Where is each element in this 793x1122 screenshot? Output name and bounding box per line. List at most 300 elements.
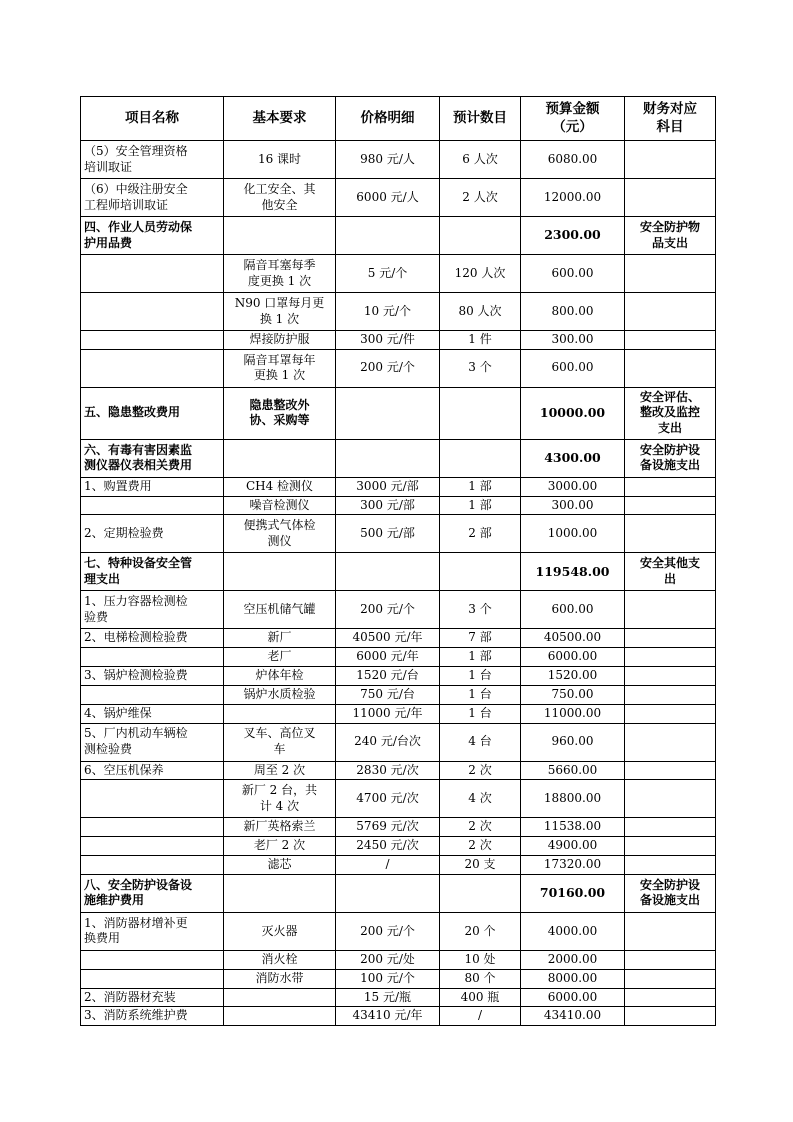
cell-amount <box>521 648 625 667</box>
cell-project-name <box>81 704 224 723</box>
cell-line: 新厂 <box>267 630 292 645</box>
cell-line: 800.00 <box>551 303 594 318</box>
cell-line: 验费 <box>84 609 109 624</box>
cell-requirement <box>224 704 336 723</box>
cell-line: 锅炉水质检验 <box>243 686 316 701</box>
cell-price <box>336 723 440 761</box>
cell-line: 2 人次 <box>462 189 498 204</box>
cell-project-name <box>81 648 224 667</box>
cell-requirement <box>224 667 336 686</box>
cell-project-name <box>81 667 224 686</box>
cell-price <box>336 704 440 723</box>
cell-line: 1、压力容器检测检 <box>84 594 188 609</box>
cell-line: 出 <box>663 571 676 586</box>
cell-line: 300 元/件 <box>360 332 415 346</box>
cell-price <box>336 856 440 875</box>
cell-amount <box>521 477 625 496</box>
budget-table <box>80 96 716 1026</box>
cell-line: 车 <box>273 742 286 757</box>
cell-account <box>625 477 716 496</box>
cell-line: 600.00 <box>551 265 594 280</box>
table-row <box>81 969 716 988</box>
cell-project-name <box>81 553 224 591</box>
table-row <box>81 685 716 704</box>
table-row <box>81 141 716 179</box>
cell-line: 120 人次 <box>454 265 506 280</box>
cell-line: 隐患整改外 <box>249 397 310 412</box>
cell-line: 1000.00 <box>547 526 598 541</box>
cell-line: 12000.00 <box>543 189 602 204</box>
cell-line: 3 个 <box>468 602 492 617</box>
section-row <box>81 553 716 591</box>
cell-requirement <box>224 439 336 477</box>
cell-quantity <box>440 950 521 969</box>
cell-quantity <box>440 255 521 293</box>
cell-requirement <box>224 950 336 969</box>
header-line: 项目名称 <box>125 109 179 126</box>
cell-project-name <box>81 988 224 1007</box>
cell-price <box>336 387 440 439</box>
cell-amount <box>521 255 625 293</box>
cell-line: 3000.00 <box>547 478 598 493</box>
cell-line: 200 元/个 <box>360 360 415 375</box>
cell-line: 300.00 <box>551 332 594 346</box>
cell-line: 隔音耳塞每季 <box>243 257 316 272</box>
header-line: （元） <box>552 118 593 135</box>
cell-quantity <box>440 685 521 704</box>
table-row <box>81 331 716 350</box>
cell-line: （5）安全管理资格 <box>84 143 188 158</box>
cell-quantity <box>440 1007 521 1026</box>
cell-line: 1 台 <box>468 668 492 683</box>
cell-line: 750 元/台 <box>360 686 415 701</box>
cell-line: 2、电梯检测检验费 <box>84 630 188 645</box>
cell-line: 18800.00 <box>543 791 602 806</box>
cell-amount <box>521 591 625 629</box>
cell-quantity <box>440 723 521 761</box>
cell-amount <box>521 761 625 780</box>
cell-price <box>336 818 440 837</box>
cell-line: 换 1 次 <box>259 311 300 326</box>
cell-amount <box>521 988 625 1007</box>
cell-account <box>625 856 716 875</box>
cell-amount <box>521 629 625 648</box>
cell-line: 安全防护物 <box>639 219 700 234</box>
table-row <box>81 179 716 217</box>
cell-amount <box>521 387 625 439</box>
cell-line: 七、特种设备安全管 <box>84 556 193 571</box>
cell-line: 周至 2 次 <box>253 762 306 777</box>
cell-line: 4 台 <box>468 734 492 749</box>
cell-amount <box>521 1007 625 1026</box>
cell-price <box>336 293 440 331</box>
cell-line: 焊接防护服 <box>249 332 310 346</box>
cell-line: 4900.00 <box>547 838 598 853</box>
cell-account <box>625 704 716 723</box>
cell-price <box>336 837 440 856</box>
cell-line: 协、采购等 <box>249 413 310 428</box>
cell-line: 2、消防器材充装 <box>84 989 176 1004</box>
cell-line: 2 部 <box>468 526 492 541</box>
cell-price <box>336 515 440 553</box>
cell-price <box>336 912 440 950</box>
cell-line: 4300.00 <box>544 450 601 466</box>
cell-line: 6 人次 <box>462 151 498 166</box>
cell-line: 15 元/瓶 <box>363 989 412 1004</box>
cell-line: 6000.00 <box>547 649 598 664</box>
cell-quantity <box>440 629 521 648</box>
cell-line: 11538.00 <box>543 819 602 834</box>
cell-account <box>625 723 716 761</box>
cell-price <box>336 179 440 217</box>
cell-line: 40500.00 <box>543 630 602 645</box>
cell-line: 便携式气体检 <box>243 518 316 533</box>
cell-amount <box>521 818 625 837</box>
cell-line: 10000.00 <box>539 405 606 421</box>
cell-line: 1、消防器材增补更 <box>84 915 188 930</box>
cell-price <box>336 331 440 350</box>
cell-line: 1 台 <box>468 686 492 701</box>
cell-quantity <box>440 761 521 780</box>
cell-account <box>625 217 716 255</box>
cell-amount <box>521 950 625 969</box>
cell-line: 200 元/个 <box>360 923 415 938</box>
table-row <box>81 837 716 856</box>
cell-line: 滤芯 <box>267 857 292 872</box>
cell-project-name <box>81 591 224 629</box>
cell-quantity <box>440 515 521 553</box>
cell-project-name <box>81 255 224 293</box>
header-line: 价格明细 <box>360 109 415 126</box>
cell-requirement <box>224 387 336 439</box>
cell-requirement <box>224 837 336 856</box>
table-row <box>81 818 716 837</box>
cell-line: 100 元/个 <box>360 970 415 985</box>
cell-price <box>336 950 440 969</box>
cell-project-name <box>81 856 224 875</box>
cell-price <box>336 629 440 648</box>
cell-line: 6080.00 <box>547 151 598 166</box>
table-row <box>81 780 716 818</box>
cell-line: 5 元/个 <box>367 265 408 280</box>
cell-price <box>336 439 440 477</box>
cell-line: 更换 1 次 <box>253 368 306 383</box>
cell-amount <box>521 331 625 350</box>
cell-line: 43410.00 <box>543 1008 602 1023</box>
table-row <box>81 349 716 387</box>
cell-requirement <box>224 874 336 912</box>
cell-amount <box>521 293 625 331</box>
cell-account <box>625 818 716 837</box>
header-line: 财务对应 <box>643 100 697 117</box>
cell-requirement <box>224 648 336 667</box>
cell-line: 4000.00 <box>547 923 598 938</box>
cell-line: 200 元/个 <box>360 602 415 617</box>
cell-price <box>336 496 440 515</box>
cell-account <box>625 496 716 515</box>
cell-project-name <box>81 912 224 950</box>
cell-amount <box>521 439 625 477</box>
cell-price <box>336 648 440 667</box>
cell-line: 1 部 <box>468 497 492 512</box>
cell-account <box>625 950 716 969</box>
cell-line: 200 元/处 <box>360 951 415 966</box>
cell-requirement <box>224 293 336 331</box>
cell-quantity <box>440 477 521 496</box>
cell-project-name <box>81 950 224 969</box>
cell-line: 新厂英格索兰 <box>243 819 316 834</box>
cell-account <box>625 439 716 477</box>
cell-price <box>336 685 440 704</box>
header-project-name <box>81 97 224 141</box>
cell-line: 2 次 <box>468 819 492 834</box>
cell-line: 400 瓶 <box>460 989 500 1004</box>
table-row <box>81 515 716 553</box>
cell-requirement <box>224 515 336 553</box>
cell-quantity <box>440 874 521 912</box>
cell-amount <box>521 969 625 988</box>
cell-line: 2300.00 <box>544 227 601 243</box>
cell-line: 2450 元/次 <box>356 838 419 853</box>
cell-line: 70160.00 <box>539 885 606 901</box>
cell-requirement <box>224 1007 336 1026</box>
header-line: 科目 <box>656 118 684 135</box>
cell-account <box>625 331 716 350</box>
cell-project-name <box>81 629 224 648</box>
cell-amount <box>521 874 625 912</box>
cell-requirement <box>224 591 336 629</box>
cell-amount <box>521 349 625 387</box>
cell-price <box>336 874 440 912</box>
cell-price <box>336 217 440 255</box>
header-budget-amount <box>521 97 625 141</box>
cell-line: CH4 检测仪 <box>245 478 314 493</box>
cell-line: 300.00 <box>551 497 594 512</box>
cell-line: 测仪器仪表相关费用 <box>84 458 193 473</box>
table-row <box>81 950 716 969</box>
cell-price <box>336 255 440 293</box>
cell-line: 备设施支出 <box>639 458 700 473</box>
cell-line: 600.00 <box>551 360 594 375</box>
cell-requirement <box>224 255 336 293</box>
cell-project-name <box>81 723 224 761</box>
cell-line: 2、定期检验费 <box>84 526 164 541</box>
table-row <box>81 856 716 875</box>
cell-requirement <box>224 179 336 217</box>
cell-line: 600.00 <box>551 602 594 617</box>
cell-line: 6000 元/人 <box>356 189 419 204</box>
cell-project-name <box>81 349 224 387</box>
header-price-detail <box>336 97 440 141</box>
cell-quantity <box>440 667 521 686</box>
cell-line: 老厂 2 次 <box>253 838 306 853</box>
cell-quantity <box>440 179 521 217</box>
table-row <box>81 761 716 780</box>
cell-quantity <box>440 648 521 667</box>
cell-price <box>336 591 440 629</box>
cell-line: 7 部 <box>468 630 492 645</box>
cell-quantity <box>440 856 521 875</box>
cell-line: 16 课时 <box>257 151 302 166</box>
cell-line: 护用品费 <box>84 235 133 250</box>
table-body <box>81 141 716 1026</box>
cell-requirement <box>224 818 336 837</box>
cell-project-name <box>81 331 224 350</box>
cell-quantity <box>440 293 521 331</box>
cell-line: 5769 元/次 <box>356 819 419 834</box>
cell-line: 噪音检测仪 <box>249 497 310 512</box>
cell-line: 119548.00 <box>535 563 610 579</box>
cell-amount <box>521 515 625 553</box>
cell-project-name <box>81 293 224 331</box>
cell-line: 3000 元/部 <box>356 478 419 493</box>
header-basic-requirement <box>224 97 336 141</box>
cell-price <box>336 553 440 591</box>
cell-line: 300 元/部 <box>360 497 415 512</box>
cell-line: 隔音耳罩每年 <box>243 352 316 367</box>
cell-requirement <box>224 349 336 387</box>
cell-line: 消防水带 <box>255 970 304 985</box>
cell-line: N90 口罩每月更 <box>234 295 325 310</box>
cell-project-name <box>81 141 224 179</box>
table-row <box>81 496 716 515</box>
cell-line: 1 件 <box>468 332 492 346</box>
table-row <box>81 988 716 1007</box>
cell-line: 施维护费用 <box>84 893 145 908</box>
cell-line: 培训取证 <box>84 159 133 174</box>
cell-line: 安全防护设 <box>639 877 700 892</box>
cell-line: 化工安全、其 <box>243 181 316 196</box>
cell-price <box>336 1007 440 1026</box>
cell-line: 11000 元/年 <box>352 705 423 720</box>
cell-line: / <box>477 1008 483 1023</box>
cell-project-name <box>81 439 224 477</box>
section-row <box>81 874 716 912</box>
cell-requirement <box>224 780 336 818</box>
cell-line: 4、锅炉维保 <box>84 705 152 720</box>
cell-line: 2830 元/次 <box>356 762 419 777</box>
section-row <box>81 439 716 477</box>
table-row <box>81 591 716 629</box>
cell-quantity <box>440 988 521 1007</box>
cell-quantity <box>440 141 521 179</box>
cell-project-name <box>81 387 224 439</box>
cell-line: 1 部 <box>468 649 492 664</box>
cell-account <box>625 141 716 179</box>
header-line: 预算金额 <box>545 100 600 117</box>
cell-line: 叉车、高位叉 <box>243 726 316 741</box>
cell-project-name <box>81 685 224 704</box>
cell-requirement <box>224 217 336 255</box>
cell-project-name <box>81 217 224 255</box>
cell-requirement <box>224 988 336 1007</box>
cell-line: 17320.00 <box>543 857 602 872</box>
cell-amount <box>521 912 625 950</box>
cell-amount <box>521 217 625 255</box>
cell-requirement <box>224 856 336 875</box>
cell-quantity <box>440 704 521 723</box>
cell-line: 20 支 <box>464 857 496 872</box>
cell-project-name <box>81 818 224 837</box>
cell-line: 测检验费 <box>84 742 133 757</box>
table-row <box>81 293 716 331</box>
cell-quantity <box>440 439 521 477</box>
cell-line: 10 处 <box>464 951 496 966</box>
cell-quantity <box>440 969 521 988</box>
table-row <box>81 1007 716 1026</box>
cell-account <box>625 553 716 591</box>
cell-line: 80 个 <box>464 970 496 985</box>
cell-line: 老厂 <box>267 649 292 664</box>
cell-account <box>625 255 716 293</box>
cell-line: 5、厂内机动车辆检 <box>84 726 188 741</box>
cell-amount <box>521 667 625 686</box>
section-row <box>81 387 716 439</box>
cell-account <box>625 293 716 331</box>
cell-amount <box>521 553 625 591</box>
table-row <box>81 648 716 667</box>
cell-line: 换费用 <box>84 931 121 946</box>
table-row <box>81 629 716 648</box>
cell-line: 11000.00 <box>543 705 602 720</box>
cell-project-name <box>81 1007 224 1026</box>
cell-line: 2 次 <box>468 762 492 777</box>
cell-line: 测仪 <box>267 533 292 548</box>
cell-line: 3 个 <box>468 360 492 375</box>
cell-requirement <box>224 477 336 496</box>
cell-line: 2 次 <box>468 838 492 853</box>
cell-line: 备设施支出 <box>639 893 700 908</box>
cell-price <box>336 141 440 179</box>
cell-quantity <box>440 553 521 591</box>
cell-amount <box>521 496 625 515</box>
cell-line: 500 元/部 <box>360 526 415 541</box>
cell-quantity <box>440 837 521 856</box>
cell-requirement <box>224 629 336 648</box>
cell-line: 灭火器 <box>261 923 298 938</box>
table-row <box>81 723 716 761</box>
cell-line: 8000.00 <box>547 970 598 985</box>
cell-requirement <box>224 331 336 350</box>
cell-price <box>336 969 440 988</box>
cell-price <box>336 988 440 1007</box>
cell-line: 5660.00 <box>547 762 598 777</box>
cell-line: 安全评估、 <box>639 389 700 404</box>
cell-requirement <box>224 685 336 704</box>
cell-line: 6000 元/年 <box>356 649 419 664</box>
cell-amount <box>521 141 625 179</box>
cell-project-name <box>81 477 224 496</box>
cell-quantity <box>440 217 521 255</box>
cell-amount <box>521 685 625 704</box>
cell-line: 1520 元/台 <box>356 668 419 683</box>
cell-line: / <box>385 857 390 872</box>
cell-quantity <box>440 591 521 629</box>
cell-quantity <box>440 331 521 350</box>
table-row <box>81 255 716 293</box>
cell-amount <box>521 837 625 856</box>
cell-line: 4700 元/次 <box>356 791 419 806</box>
table-row <box>81 667 716 686</box>
header-estimated-quantity <box>440 97 521 141</box>
cell-line: 炉体年检 <box>255 668 304 683</box>
header-finance-account <box>625 97 716 141</box>
cell-account <box>625 1007 716 1026</box>
cell-line: 工程师培训取证 <box>84 197 169 212</box>
cell-requirement <box>224 912 336 950</box>
cell-project-name <box>81 496 224 515</box>
cell-account <box>625 629 716 648</box>
